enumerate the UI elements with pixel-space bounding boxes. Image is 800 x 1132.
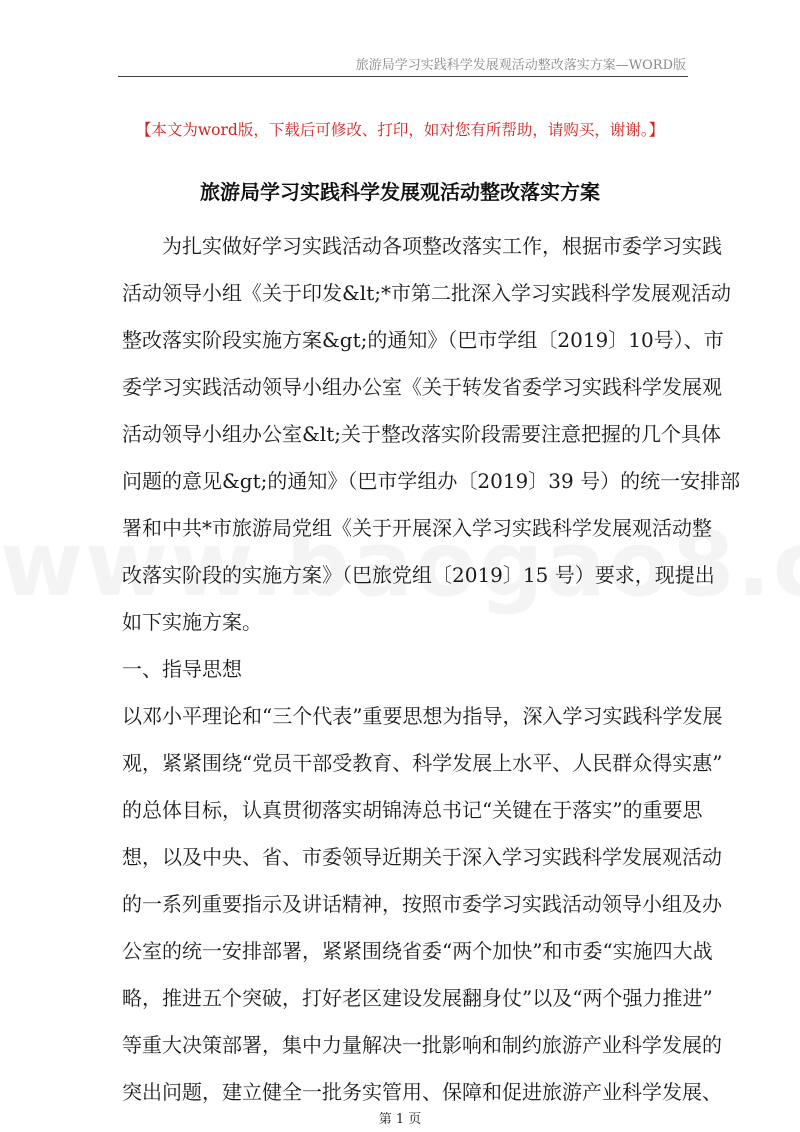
running-header: 旅游局学习实践科学发展观活动整改落实方案—WORD版 [355,58,686,73]
text-line: 的一系列重要指示及讲话精神，按照市委学习实践活动领导小组及办 [122,892,722,916]
text-line: 改落实阶段的实施方案》（巴旅党组〔2019〕15 号）要求，现提出 [122,563,715,587]
text-line: 活动领导小组办公室&lt;关于整改落实阶段需要注意把握的几个具体 [122,422,721,446]
text-line: 活动领导小组《关于印发&lt;*市第二批深入学习实践科学发展观活动 [122,281,731,305]
text-line: 委学习实践活动领导小组办公室《关于转发省委学习实践科学发展观 [122,375,722,399]
text-line: 公室的统一安排部署，紧紧围绕省委“两个加快”和市委“实施四大战 [122,939,713,963]
text-line: 突出问题，建立健全一批务实管用、保障和促进旅游产业科学发展、 [122,1080,722,1104]
text-line: 等重大决策部署，集中力量解决一批影响和制约旅游产业科学发展的 [122,1033,722,1057]
text-line: 观，紧紧围绕“党员干部受教育、科学发展上水平、人民群众得实惠” [122,751,723,775]
text-line: 的总体目标，认真贯彻落实胡锦涛总书记“关键在于落实”的重要思 [122,798,703,822]
text-line: 问题的意见&gt;的通知》（巴市学组办〔2019〕39 号）的统一安排部 [122,469,741,493]
text-line: 署和中共*市旅游局党组《关于开展深入学习实践科学发展观活动整 [122,516,712,540]
page-number: 第 1 页 [378,1112,422,1127]
text-line: 以邓小平理论和“三个代表”重要思想为指导，深入学习实践科学发展 [122,704,723,728]
text-line: 想，以及中央、省、市委领导近期关于深入学习实践科学发展观活动 [122,845,722,869]
document-title: 旅游局学习实践科学发展观活动整改落实方案 [200,180,600,204]
header-rule [118,76,688,77]
text-line: 整改落实阶段实施方案&gt;的通知》（巴市学组〔2019〕10号）、市 [122,328,724,352]
text-line: 略，推进五个突破，打好老区建设发展翻身仗”以及“两个强力推进” [122,986,713,1010]
text-line: 如下实施方案。 [122,610,262,634]
text-line: 为扎实做好学习实践活动各项整改落实工作，根据市委学习实践 [162,234,722,258]
download-notice: 【本文为word版，下载后可修改、打印，如对您有所帮助，请购买，谢谢。】 [135,121,665,139]
section-heading: 一、指导思想 [122,657,242,681]
